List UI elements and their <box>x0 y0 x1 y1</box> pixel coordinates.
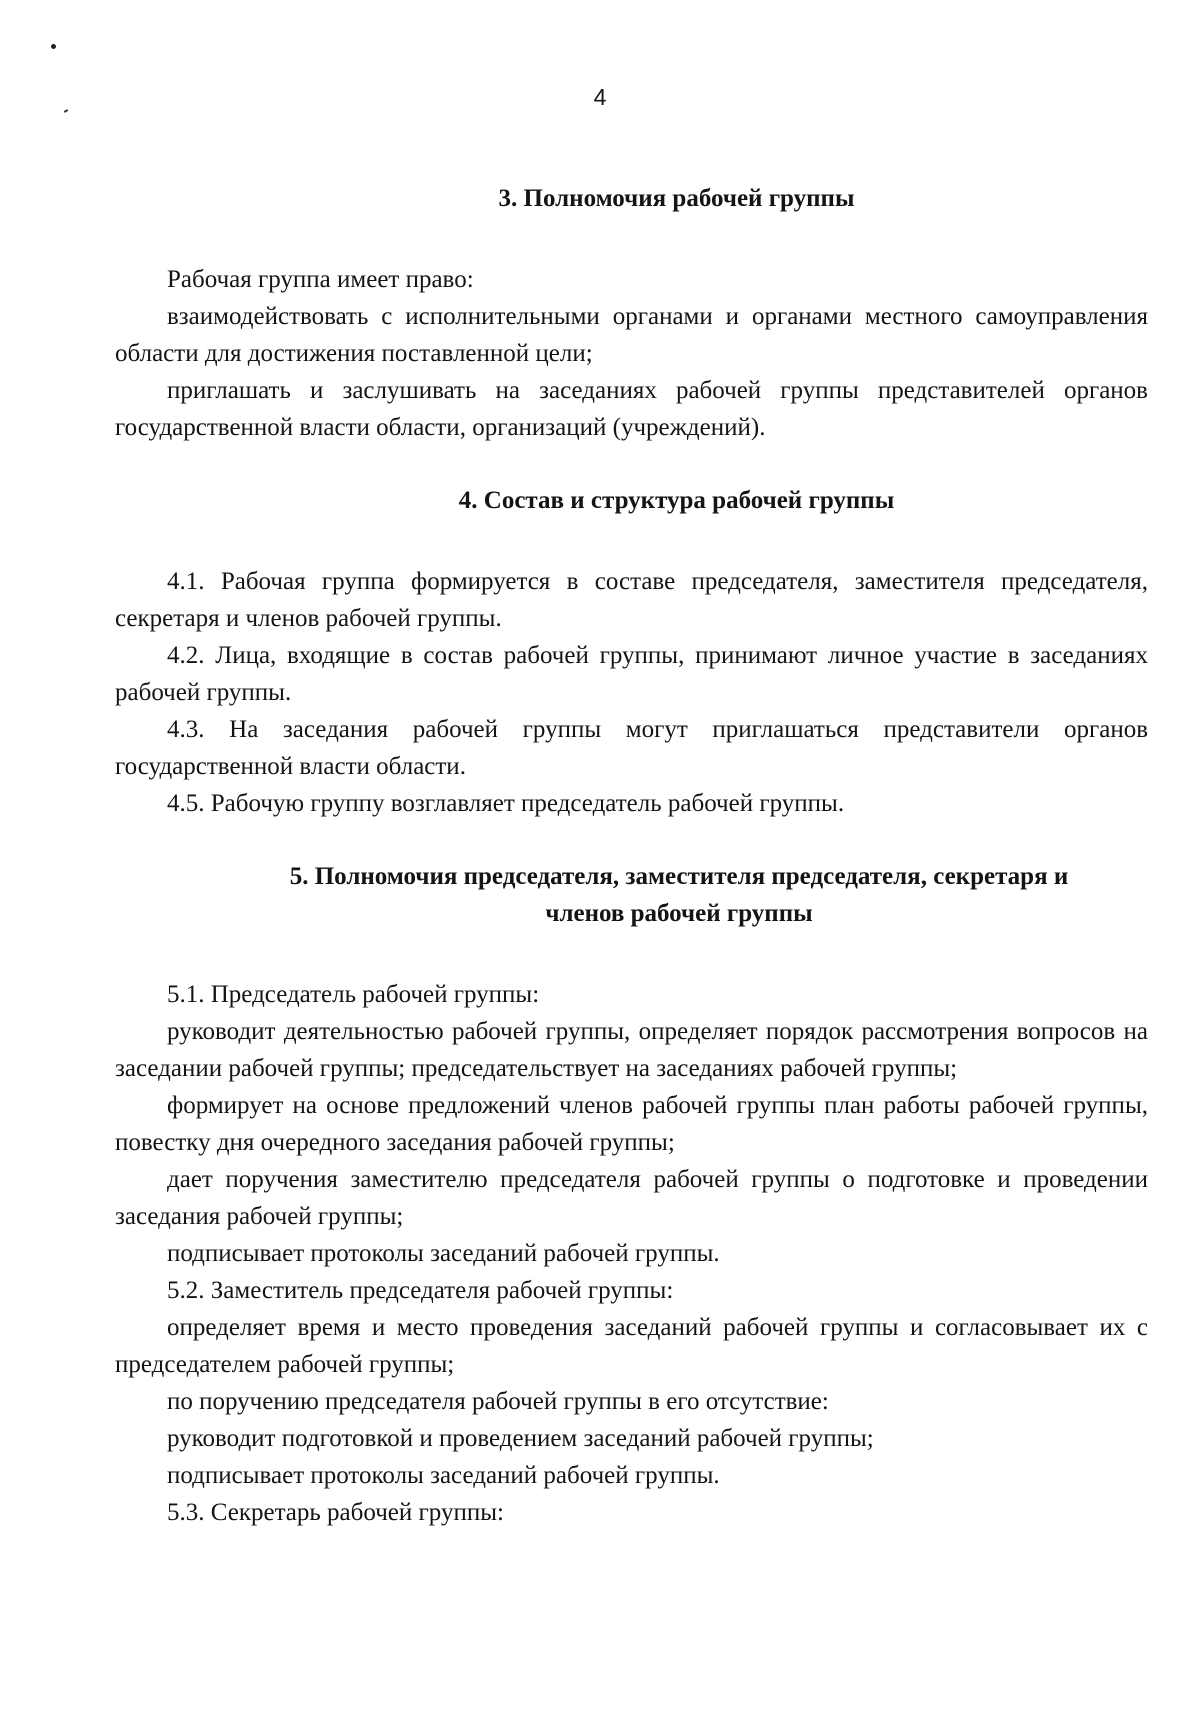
document-body <box>115 180 1148 1531</box>
section-5 <box>115 858 1148 1531</box>
section-heading: 3. Полномочия рабочей группы <box>498 185 855 212</box>
paragraph: 4.3. На заседания рабочей группы могут приглашаться представители органов государственной власти области. <box>115 716 1148 780</box>
paragraph: по поручению председателя рабочей группы в его отсутствие: <box>167 1388 829 1415</box>
section-heading-line: 5. Полномочия председателя, заместителя председателя, секретаря и <box>289 863 1069 890</box>
paragraph: руководит деятельностью рабочей группы, определяет порядок рассмотрения вопросов на заседании рабочей группы; председательствует на заседаниях рабочей группы; <box>115 1018 1148 1082</box>
scan-speck <box>51 44 56 49</box>
paragraph: подписывает протоколы заседаний рабочей группы. <box>167 1462 720 1489</box>
paragraph: 5.3. Секретарь рабочей группы: <box>167 1499 504 1526</box>
paragraph: формирует на основе предложений членов рабочей группы план работы рабочей группы, повестку дня очередного заседания рабочей группы; <box>115 1092 1148 1156</box>
paragraph: 4.5. Рабочую группу возглавляет председатель рабочей группы. <box>167 790 845 817</box>
paragraph: 5.2. Заместитель председателя рабочей группы: <box>167 1277 674 1304</box>
paragraph: 5.1. Председатель рабочей группы: <box>167 981 540 1008</box>
paragraph: 4.2. Лица, входящие в состав рабочей группы, принимают личное участие в заседаниях рабочей группы. <box>115 642 1148 706</box>
paragraph: руководит подготовкой и проведением заседаний рабочей группы; <box>167 1425 874 1452</box>
section-heading: 4. Состав и структура рабочей группы <box>458 487 895 514</box>
paragraph: определяет время и место проведения заседаний рабочей группы и согласовывает их с председателем рабочей группы; <box>115 1314 1148 1378</box>
paragraph: приглашать и заслушивать на заседаниях рабочей группы представителей органов государственной власти области, организаций (учреждений). <box>115 377 1148 441</box>
paragraph: подписывает протоколы заседаний рабочей группы. <box>167 1240 720 1267</box>
paragraph: дает поручения заместителю председателя рабочей группы о подготовке и проведении заседания рабочей группы; <box>115 1166 1148 1230</box>
paragraph: 4.1. Рабочая группа формируется в составе председателя, заместителя председателя, секретаря и членов рабочей группы. <box>115 568 1148 632</box>
page-number: 4 <box>593 84 607 110</box>
paragraph: Рабочая группа имеет право: <box>167 266 474 293</box>
section-4 <box>115 482 1148 822</box>
section-heading-line: членов рабочей группы <box>545 900 813 927</box>
section-3 <box>115 180 1148 446</box>
paragraph: взаимодействовать с исполнительными органами и органами местного самоуправления области для достижения поставленной цели; <box>115 303 1148 367</box>
